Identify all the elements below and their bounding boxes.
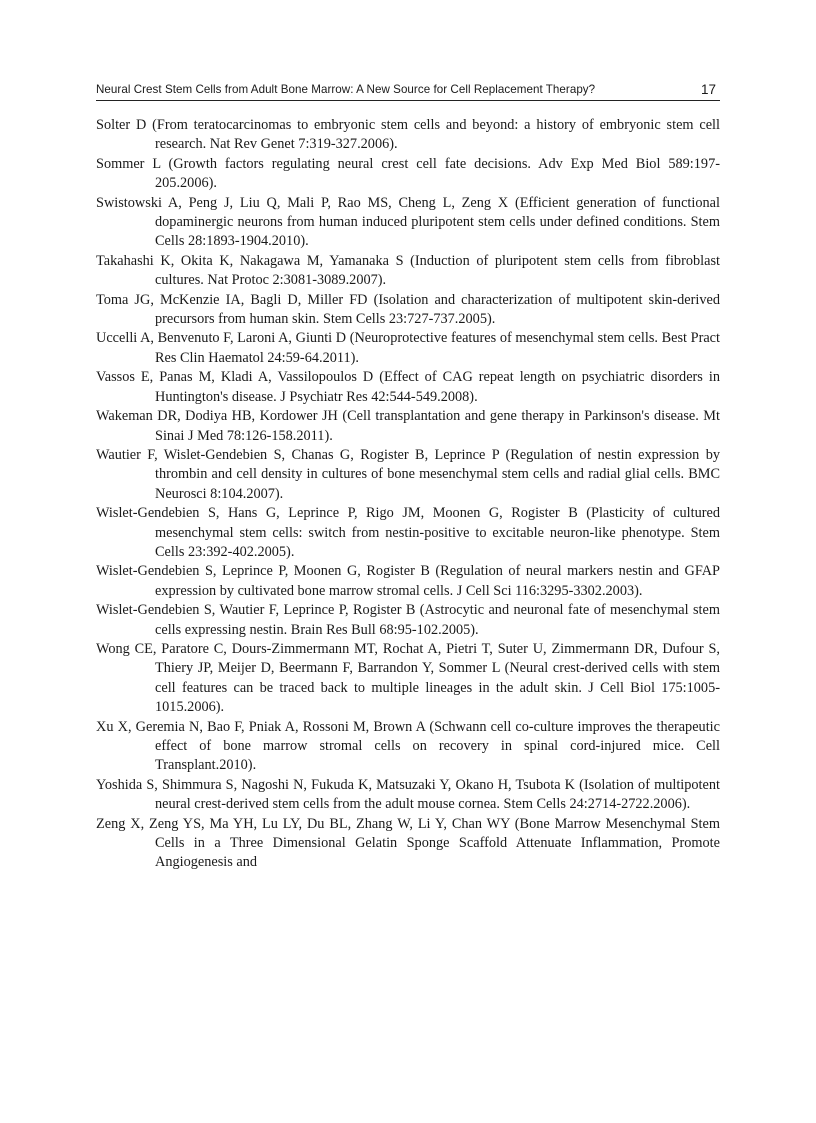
reference-entry: Yoshida S, Shimmura S, Nagoshi N, Fukuda K, Matsuzaki Y, Okano H, Tsubota K (Isolation of multipotent neural crest-derived stem cells from the adult mouse cornea. Stem Cells 24:2714-2722.2006). bbox=[96, 776, 720, 813]
reference-list bbox=[96, 116, 720, 873]
reference-entry: Solter D (From teratocarcinomas to embryonic stem cells and beyond: a history of embryonic stem cell research. Nat Rev Genet 7:319-327.2006). bbox=[96, 117, 720, 153]
reference-entry: Wislet-Gendebien S, Leprince P, Moonen G, Rogister B (Regulation of neural markers nestin and GFAP expression by cultivated bone marrow stromal cells. J Cell Sci 116:3295-3302.2003). bbox=[96, 563, 720, 599]
reference-entry: Swistowski A, Peng J, Liu Q, Mali P, Rao MS, Cheng L, Zeng X (Efficient generation of functional dopaminergic neurons from human induced pluripotent stem cells under defined conditions. Stem Cells 28:1893-1904.2010). bbox=[96, 194, 720, 250]
running-header bbox=[96, 78, 720, 101]
page-number: 17 bbox=[700, 82, 716, 97]
reference-entry: Wislet-Gendebien S, Wautier F, Leprince P, Rogister B (Astrocytic and neuronal fate of mesenchymal stem cells expressing nestin. Brain Res Bull 68:95-102.2005). bbox=[96, 602, 720, 638]
reference-entry: Sommer L (Growth factors regulating neural crest cell fate decisions. Adv Exp Med Biol 589:197-205.2006). bbox=[96, 155, 720, 192]
reference-entry: Takahashi K, Okita K, Nakagawa M, Yamanaka S (Induction of pluripotent stem cells from fibroblast cultures. Nat Protoc 2:3081-3089.2007). bbox=[96, 252, 720, 289]
reference-entry: Zeng X, Zeng YS, Ma YH, Lu LY, Du BL, Zhang W, Li Y, Chan WY (Bone Marrow Mesenchymal Stem Cells in a Three Dimensional Gelatin Sponge Scaffold Attenuate Inflammation, Promote Angiogenesis and bbox=[96, 815, 720, 871]
reference-entry: Wakeman DR, Dodiya HB, Kordower JH (Cell transplantation and gene therapy in Parkinson's disease. Mt Sinai J Med 78:126-158.2011). bbox=[96, 408, 720, 444]
reference-entry: Wautier F, Wislet-Gendebien S, Chanas G, Rogister B, Leprince P (Regulation of nestin expression by thrombin and cell density in cultures of bone mesenchymal stem cells and radial glial cells. BMC Neurosci 8:104.2007). bbox=[96, 446, 720, 502]
reference-entry: Xu X, Geremia N, Bao F, Pniak A, Rossoni M, Brown A (Schwann cell co-culture improves the therapeutic effect of bone marrow stromal cells on recovery in spinal cord-injured mice. Cell Transplant.2010). bbox=[96, 718, 720, 774]
reference-entry: Wong CE, Paratore C, Dours-Zimmermann MT, Rochat A, Pietri T, Suter U, Zimmermann DR, Dufour S, Thiery JP, Meijer D, Beermann F, Barrandon Y, Sommer L (Neural crest-derived cells with stem cell features can be traced back to multiple lineages in the adult skin. J Cell Biol 175:1005-1015.2006). bbox=[96, 640, 720, 716]
reference-entry: Vassos E, Panas M, Kladi A, Vassilopoulos D (Effect of CAG repeat length on psychiatric disorders in Huntington's disease. J Psychiatr Res 42:544-549.2008). bbox=[96, 369, 720, 405]
running-title: Neural Crest Stem Cells from Adult Bone Marrow: A New Source for Cell Replacement Therapy? bbox=[96, 83, 596, 96]
reference-entry: Uccelli A, Benvenuto F, Laroni A, Giunti D (Neuroprotective features of mesenchymal stem cells. Best Pract Res Clin Haematol 24:59-64.2011). bbox=[96, 330, 720, 366]
reference-entry: Wislet-Gendebien S, Hans G, Leprince P, Rigo JM, Moonen G, Rogister B (Plasticity of cultured mesenchymal stem cells: switch from nestin-positive to excitable neuron-like phenotype. Stem Cells 23:392-402.2005). bbox=[96, 505, 720, 560]
reference-entry: Toma JG, McKenzie IA, Bagli D, Miller FD (Isolation and characterization of multipotent skin-derived precursors from human skin. Stem Cells 23:727-737.2005). bbox=[96, 291, 720, 328]
